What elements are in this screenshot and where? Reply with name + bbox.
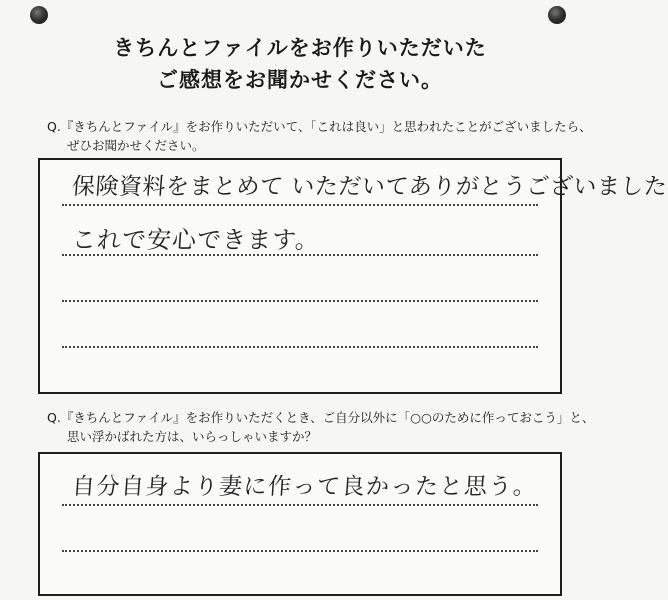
answer-line — [62, 300, 538, 302]
pushpin-icon — [548, 6, 566, 24]
question-1-line-1: Q.『きちんとファイル』をお作りいただいて、「これは良い」と思われたことがございましたら、 — [47, 119, 592, 134]
handwritten-answer-2-line-1: 自分自身より妻に作って良かったと思う。 — [71, 474, 539, 500]
answer-line — [62, 204, 538, 206]
answer-line — [62, 346, 538, 348]
question-1-line-2: ぜひお聞かせください。 — [67, 138, 205, 153]
answer-line — [62, 550, 538, 552]
question-2 — [47, 408, 594, 446]
handwritten-answer-1-line-1: 保険資料をまとめて いただいてありがとうございました — [71, 174, 668, 200]
question-2-line-1: Q.『きちんとファイル』をお作りいただくとき、ご自分以外に「○○のために作っておこう」と、 — [47, 410, 595, 425]
pushpin-icon — [30, 6, 48, 24]
answer-line — [62, 504, 538, 506]
question-1 — [47, 117, 592, 155]
answer-line — [62, 254, 538, 256]
question-2-line-2: 思い浮かばれた方は、いらっしゃいますか？ — [67, 429, 318, 444]
page-title-line-2: ご感想をお聞かせください。 — [157, 68, 443, 92]
page-title-line-1: きちんとファイルをお作りいただいた — [113, 36, 487, 60]
answer-box-2 — [38, 452, 562, 596]
handwritten-answer-1-line-2: これで安心できます。 — [71, 226, 322, 254]
answer-box-1 — [38, 158, 668, 394]
